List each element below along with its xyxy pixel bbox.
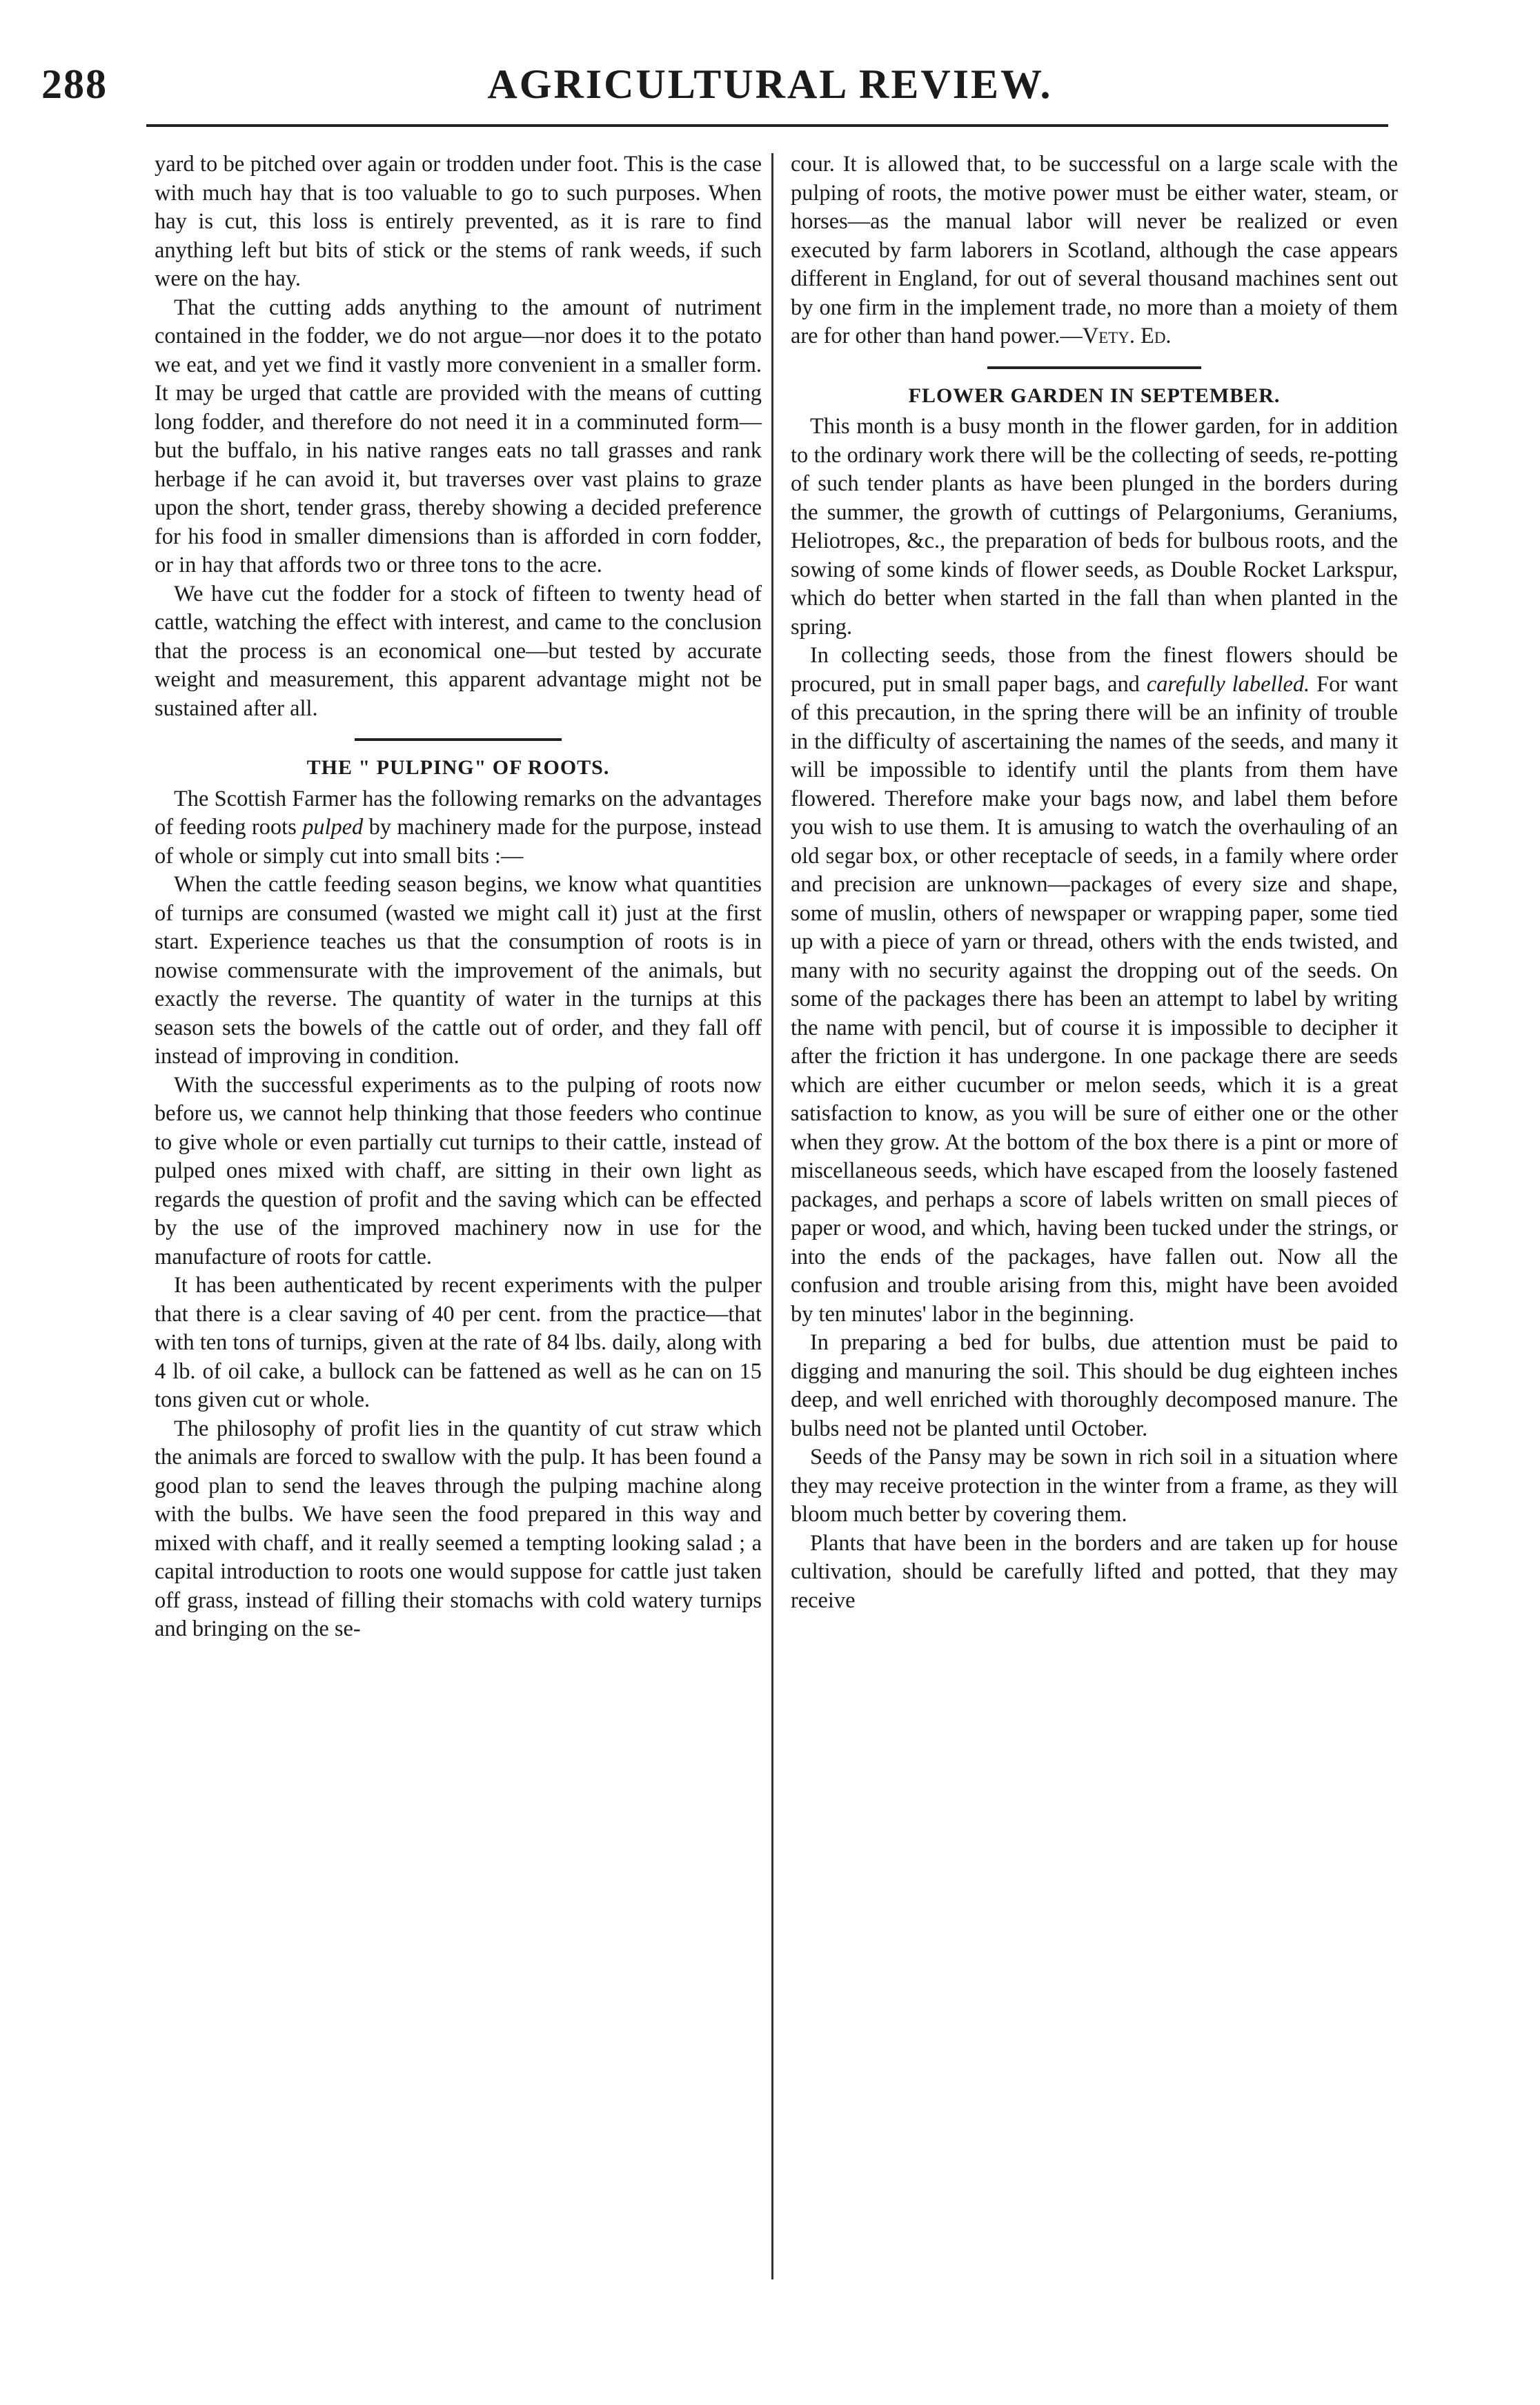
column-divider	[771, 153, 773, 2279]
emphasis: pulped	[302, 815, 364, 840]
page-number: 288	[41, 61, 108, 107]
text-run: In collecting seeds, those from the finest flowers should be procured, put in small paper bags, and	[791, 643, 1398, 697]
paragraph: It has been authenticated by recent experiments with the pulper that there is a clear saving of 40 per cent. from the practice—that with ten tons of turnips, given at the rate of 84 lbs. daily, along with 4 lb. of oil cake, a bullock can be fattened as well as he can on 15 tons given cut or whole.	[155, 1273, 762, 1412]
page-header	[41, 61, 1499, 116]
text-run: by machinery made for the purpose, instead of whole or simply cut into small bits :—	[155, 815, 762, 869]
paragraph	[155, 785, 762, 871]
section-heading-pulping: THE " PULPING" OF ROOTS.	[306, 756, 610, 779]
section-rule	[355, 738, 562, 741]
left-column	[155, 150, 762, 1644]
text-run: The Scottish Farmer has the following remarks on the advantages of feeding roots	[155, 786, 762, 840]
paragraph: In preparing a bed for bulbs, due attention must be paid to digging and manuring the soil. This should be dug eighteen inches deep, and well enriched with thoroughly decomposed manure. The bulbs need not be planted until October.	[791, 1330, 1398, 1441]
paragraph: This month is a busy month in the flower garden, for in addition to the ordinary work there will be the collecting of seeds, re-potting of such tender plants as have been plunged in the borders during the summer, the growth of cuttings of Pelargoniums, Geraniums, Heliotropes, &c., the preparation of beds for bulbous roots, and the sowing of some kinds of flower seeds, as Double Rocket Larkspur, which do better when started in the fall than when planted in the spring.	[791, 414, 1398, 640]
paragraph	[791, 150, 1398, 351]
running-title: AGRICULTURAL REVIEW.	[487, 61, 1053, 107]
paragraph: With the successful experiments as to the pulping of roots now before us, we cannot help thinking that those feeders who continue to give whole or even partially cut turnips to their cattle, instead of pulped ones mixed with chaff, are sitting in their own light as regards the question of profit and the saving which can be effected by the use of the improved machinery now in use for the manufacture of roots for cattle.	[155, 1072, 762, 1269]
paragraph: yard to be pitched over again or trodden under foot. This is the case with much hay that is too valuable to go to such purposes. When hay is cut, this loss is entirely prevented, as it is rare to find anything left but bits of stick or the stems of rank weeds, if such were on the hay.	[155, 152, 762, 291]
paragraph: The philosophy of profit lies in the quantity of cut straw which the animals are forced to swallow with the pulp. It has been found a good plan to send the leaves through the pulping machine along with the bulbs. We have seen the food prepared in this way and mixed with chaff, and it really seemed a tempting looking salad ; a capital introduction to roots one would suppose for cattle just taken off grass, instead of filling their stomachs with cold watery turnips and bringing on the se-	[155, 1416, 762, 1641]
emphasis: carefully labelled.	[1146, 671, 1310, 697]
editor-signature: Vety. Ed.	[1082, 324, 1172, 348]
paragraph: Plants that have been in the borders and are taken up for house cultivation, should be carefully lifted and potted, that they may receive	[791, 1530, 1398, 1613]
paragraph: Seeds of the Pansy may be sown in rich soil in a situation where they may receive protection in the winter from a frame, as they will bloom much better by covering them.	[791, 1445, 1398, 1527]
paragraph	[791, 642, 1398, 1329]
paragraph: That the cutting adds anything to the amount of nutriment contained in the fodder, we do not argue—nor does it to the potato we eat, and yet we find it vastly more convenient in a smaller form. It may be urged that cattle are provided with the means of cutting long fodder, and therefore do not need it in a comminuted form—but the buffalo, in his native ranges eats no tall grasses and rank herbage if he can avoid it, but traverses over vast plains to graze upon the short, tender grass, thereby showing a decided preference for his food in smaller dimensions than is afforded in corn fodder, or in hay that affords two or three tons to the acre.	[155, 295, 762, 577]
section-rule	[987, 366, 1201, 369]
text-run: For want of this precaution, in the spring there will be an infinity of trouble in the difficulty of ascertaining the names of the seeds, and many it will be impossible to identify until the plants from them have flowered. Therefore make your bags now, and label them before you wish to use them. It is amusing to watch the overhauling of an old segar box, or other receptacle of seeds, in a family where order and precision are unknown—packages of every size and shape, some of muslin, others of newspaper or wrapping paper, some tied up with a piece of yarn or thread, others with the ends twisted, and many with no security against the dropping out of the seeds. On some of the packages there has been an attempt to label by writing the name with pencil, but of course it is impossible to decipher it after the friction it has undergone. In one package there are seeds which are either cucumber or melon seeds, which it is a great satisfaction to know, as you will be sure of either one or the other when they grow. At the bottom of the box there is a pint or more of miscellaneous seeds, which have escaped from the loosely fastened packages, and perhaps a score of labels written on small pieces of paper or wood, and which, having been tucked under the strings, or into the ends of the packages, have fallen out. Now all the confusion and trouble arising from this, might have been avoided by ten minutes' labor in the beginning.	[791, 671, 1398, 1327]
paragraph: We have cut the fodder for a stock of fifteen to twenty head of cattle, watching the effect with interest, and came to the conclusion that the process is an economical one—but tested by accurate weight and measurement, this apparent advantage might not be sustained after all.	[155, 581, 762, 721]
header-rule	[146, 124, 1388, 127]
paragraph: When the cattle feeding season begins, we know what quantities of turnips are consumed (wasted we might call it) just at the first start. Experience teaches us that the consumption of roots is in nowise commensurate with the improvement of the animals, but exactly the reverse. The quantity of water in the turnips at this season sets the bowels of the cattle out of order, and they fall off instead of improving in condition.	[155, 872, 762, 1069]
right-column	[791, 150, 1398, 1615]
section-heading-flower-garden: FLOWER GARDEN IN SEPTEMBER.	[908, 384, 1281, 407]
text-run: cour. It is allowed that, to be successful on a large scale with the pulping of roots, the motive power must be either water, steam, or horses—as the manual labor will never be realized or even executed by farm laborers in Scotland, although the case appears different in England, for out of several thousand machines sent out by one firm in the implement trade, no more than a moiety of them are for other than hand power.—	[791, 152, 1398, 348]
